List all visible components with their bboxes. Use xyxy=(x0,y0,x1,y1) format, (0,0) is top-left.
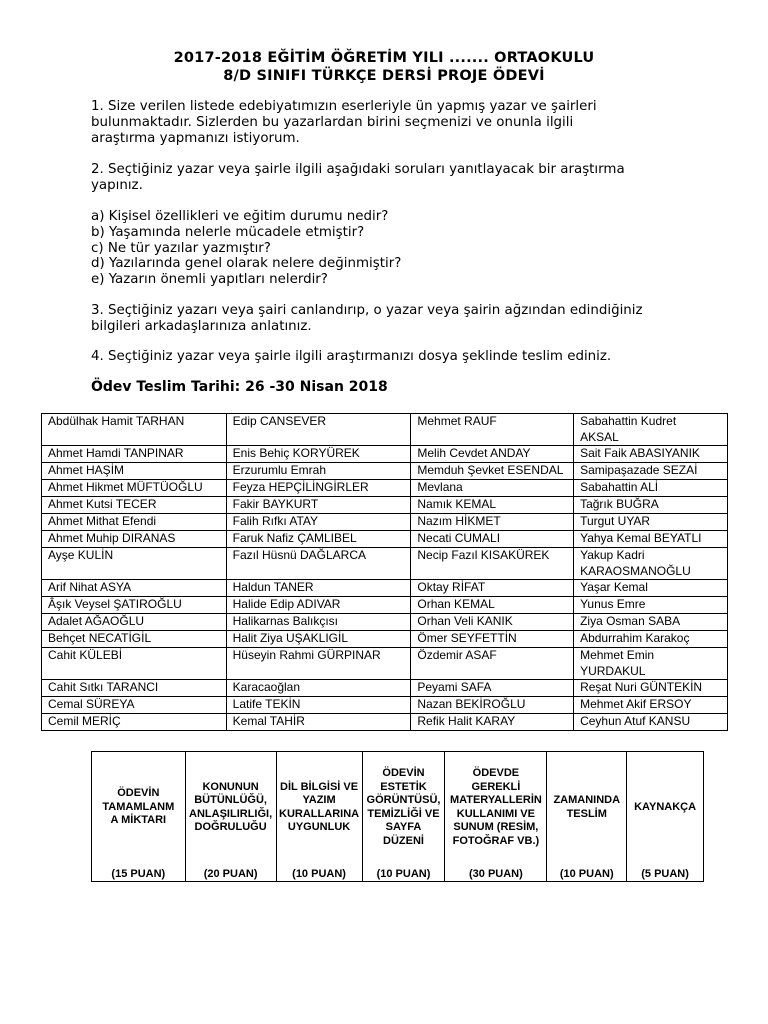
authors-table xyxy=(41,413,728,731)
author-cell xyxy=(574,531,728,548)
author-name-line: Abdülhak Hamit TARHAN xyxy=(48,414,185,428)
instruction-paragraph-1 xyxy=(91,99,691,146)
table-row xyxy=(42,446,728,463)
author-name-line: Yaşar Kemal xyxy=(580,580,648,594)
author-cell xyxy=(574,514,728,531)
criterion-label xyxy=(365,752,443,863)
author-cell xyxy=(226,631,411,648)
author-name-line: Latife TEKİN xyxy=(232,697,301,711)
author-cell xyxy=(42,480,227,497)
criterion-label-line: ÖDEVİN xyxy=(382,767,425,779)
author-cell xyxy=(226,463,411,480)
author-cell xyxy=(226,531,411,548)
author-cell xyxy=(574,648,728,680)
author-name-line: Ahmet Muhip DIRANAS xyxy=(48,531,176,545)
author-cell xyxy=(42,631,227,648)
criterion-label-line: KULLANIMI VE xyxy=(456,807,535,820)
criterion-label xyxy=(629,752,701,863)
author-name-line: Karacaoğlan xyxy=(232,680,301,694)
author-cell xyxy=(574,548,728,580)
author-cell xyxy=(226,480,411,497)
author-cell xyxy=(411,446,574,463)
text-line: 3. Seçtiğiniz yazarı veya şairi canlandırıp, o yazar veya şairin ağzından edindiğiniz xyxy=(91,303,643,318)
criterion-label-line: ZAMANINDA xyxy=(553,794,621,806)
author-cell xyxy=(226,497,411,514)
criterion-label-line: YAZIM xyxy=(302,794,336,806)
table-row xyxy=(42,714,728,731)
author-cell xyxy=(226,580,411,597)
table-row xyxy=(42,680,728,697)
grading-criterion xyxy=(276,752,362,882)
author-name-line: YURDAKUL xyxy=(580,663,646,678)
grading-criteria-table xyxy=(91,751,704,882)
table-row xyxy=(42,648,728,680)
criterion-points: (15 PUAN) xyxy=(111,867,166,880)
author-cell xyxy=(411,414,574,446)
table-row xyxy=(42,497,728,514)
author-cell xyxy=(574,480,728,497)
author-cell xyxy=(411,714,574,731)
author-name-line: Tağrık BUĞRA xyxy=(580,497,659,511)
question-item: c) Ne tür yazılar yazmıştır? xyxy=(91,240,271,256)
question-item: d) Yazılarında genel olarak nelere değinmiştir? xyxy=(91,256,402,272)
author-name-line: Namık KEMAL xyxy=(417,497,497,511)
author-cell xyxy=(574,714,728,731)
author-cell xyxy=(226,614,411,631)
criterion-label-line: MATERYALLERİN xyxy=(449,794,542,806)
author-name-line: Mehmet Akif ERSOY xyxy=(580,697,692,711)
author-cell xyxy=(574,680,728,697)
author-name-line: Nazan BEKİROĞLU xyxy=(417,697,526,711)
author-cell xyxy=(226,514,411,531)
author-name-line: Erzurumlu Emrah xyxy=(232,463,326,477)
author-cell xyxy=(42,497,227,514)
author-name-line: Mehmet Emin xyxy=(580,648,655,662)
author-name-line: Cemal SÜREYA xyxy=(48,697,135,711)
author-cell xyxy=(42,697,227,714)
author-cell xyxy=(226,414,411,446)
text-line: 4. Seçtiğiniz yazar veya şairle ilgili araştırmanızı dosya şeklinde teslim ediniz. xyxy=(91,349,612,364)
author-name-line: Enis Behiç KORYÜREK xyxy=(232,446,360,460)
author-name-line: Ceyhun Atuf KANSU xyxy=(580,714,691,728)
text-line: 2. Seçtiğiniz yazar veya şairle ilgili aşağıdaki soruları yanıtlayacak bir araştırma xyxy=(91,162,625,177)
table-row xyxy=(42,548,728,580)
author-name-line: Hüseyin Rahmi GÜRPINAR xyxy=(232,648,381,662)
author-name-line: Turgut UYAR xyxy=(580,514,651,528)
criterion-label-line: ESTETİK xyxy=(380,780,427,793)
author-name-line: Peyami SAFA xyxy=(417,680,492,694)
question-item: e) Yazarın önemli yapıtları nelerdir? xyxy=(91,272,328,288)
criterion-points: (5 PUAN) xyxy=(641,867,689,880)
instruction-paragraph-2 xyxy=(91,162,691,194)
author-name-line: Âşık Veysel ŞATIROĞLU xyxy=(48,597,182,611)
criterion-label-line: BÜTÜNLÜĞÜ, xyxy=(194,794,267,806)
criterion-label-line: KURALLARINA xyxy=(279,807,360,820)
author-cell xyxy=(411,463,574,480)
author-cell xyxy=(574,446,728,463)
criterion-label xyxy=(447,752,544,863)
author-cell xyxy=(411,680,574,697)
criterion-label-line: TESLİM xyxy=(566,807,607,820)
submission-deadline: Ödev Teslim Tarihi: 26 -30 Nisan 2018 xyxy=(91,379,388,395)
table-row xyxy=(42,480,728,497)
criterion-label-line: DOĞRULUĞU xyxy=(194,821,267,833)
author-name-line: Halikarnas Balıkçısı xyxy=(232,614,339,628)
criterion-points: (10 PUAN) xyxy=(559,867,614,880)
author-name-line: Kemal TAHİR xyxy=(232,714,305,728)
author-name-line: AKSAL xyxy=(580,429,619,444)
author-cell xyxy=(574,597,728,614)
author-name-line: Ahmet Mithat Efendi xyxy=(48,514,157,528)
criterion-label xyxy=(94,752,183,863)
author-cell xyxy=(411,548,574,580)
table-row xyxy=(42,514,728,531)
criterion-label-line: ANLAŞILIRLIĞI, xyxy=(189,807,273,820)
author-cell xyxy=(42,580,227,597)
author-cell xyxy=(574,580,728,597)
criterion-label-line: ÖDEVİN xyxy=(117,787,160,800)
author-name-line: Orhan Veli KANIK xyxy=(417,614,513,628)
table-row xyxy=(42,631,728,648)
criterion-label-line: TAMAMLANM xyxy=(102,800,175,813)
criterion-points: (10 PUAN) xyxy=(376,867,431,880)
author-name-line: Edip CANSEVER xyxy=(232,414,327,428)
author-cell xyxy=(411,480,574,497)
author-name-line: Haldun TANER xyxy=(232,580,314,594)
author-name-line: Cahit Sıtkı TARANCI xyxy=(48,680,159,694)
criterion-label-line: UYGUNLUK xyxy=(287,821,351,833)
author-name-line: KARAOSMANOĞLU xyxy=(580,563,691,578)
criterion-label-line: FOTOĞRAF VB.) xyxy=(452,834,540,847)
author-cell xyxy=(42,414,227,446)
criterion-label-line: SAYFA xyxy=(385,821,422,833)
author-cell xyxy=(411,514,574,531)
author-name-line: Reşat Nuri GÜNTEKİN xyxy=(580,680,703,694)
author-cell xyxy=(574,614,728,631)
criterion-label xyxy=(188,752,274,863)
author-cell xyxy=(42,714,227,731)
author-cell xyxy=(574,414,728,446)
author-name-line: Halide Edip ADIVAR xyxy=(232,597,341,611)
criterion-label-line: KONUNUN xyxy=(202,780,259,793)
author-cell xyxy=(42,614,227,631)
author-name-line: Fakir BAYKURT xyxy=(232,497,319,511)
author-name-line: Sabahattin Kudret xyxy=(580,414,677,428)
author-cell xyxy=(226,446,411,463)
author-name-line: Yakup Kadri xyxy=(580,548,645,562)
grading-criterion xyxy=(627,752,704,882)
author-name-line: Feyza HEPÇİLİNGİRLER xyxy=(232,480,369,494)
author-name-line: Mehmet RAUF xyxy=(417,414,497,428)
author-name-line: Necati CUMALI xyxy=(417,531,501,545)
criterion-label xyxy=(549,752,624,863)
author-name-line: Samipaşazade SEZAİ xyxy=(580,463,698,477)
author-cell xyxy=(42,648,227,680)
author-cell xyxy=(42,680,227,697)
criterion-label-line: SUNUM (RESİM, xyxy=(453,821,539,833)
document-title-line-2: 8/D SINIFI TÜRKÇE DERSİ PROJE ÖDEVİ xyxy=(223,68,545,84)
author-name-line: Nazım HİKMET xyxy=(417,514,501,528)
criterion-label-line: ÖDEVDE xyxy=(472,767,520,779)
question-item: a) Kişisel özellikleri ve eğitim durumu nedir? xyxy=(91,209,389,224)
author-name-line: Sait Faik ABASIYANIK xyxy=(580,446,700,460)
instruction-paragraph-4 xyxy=(91,349,691,365)
author-name-line: Cahit KÜLEBİ xyxy=(48,648,123,662)
criterion-label-line: GEREKLİ xyxy=(471,780,521,793)
author-name-line: Özdemir ASAF xyxy=(417,648,497,662)
author-cell xyxy=(411,580,574,597)
author-name-line: Adalet AĞAOĞLU xyxy=(48,614,145,628)
document-title-line-1: 2017-2018 EĞİTİM ÖĞRETİM YILI ....... ORTAOKULU xyxy=(173,50,595,66)
text-line: yapınız. xyxy=(91,177,143,193)
grading-criterion xyxy=(547,752,627,882)
author-name-line: Abdurrahim Karakoç xyxy=(580,631,690,645)
text-line: araştırma yapmanızı istiyorum. xyxy=(91,130,300,146)
instruction-paragraph-3 xyxy=(91,303,691,335)
author-cell xyxy=(411,648,574,680)
author-name-line: Arif Nihat ASYA xyxy=(48,580,132,594)
criterion-label-line: DÜZENİ xyxy=(383,834,424,847)
author-name-line: Ayşe KULİN xyxy=(48,548,114,562)
author-cell xyxy=(411,631,574,648)
author-name-line: Sabahattin ALİ xyxy=(580,480,659,494)
author-name-line: Fazıl Hüsnü DAĞLARCA xyxy=(232,548,367,562)
author-cell xyxy=(411,531,574,548)
author-cell xyxy=(226,597,411,614)
text-line: bulunmaktadır. Sizlerden bu yazarlardan birini seçmenizi ve onunla ilgili xyxy=(91,114,574,130)
grading-criterion xyxy=(445,752,547,882)
author-cell xyxy=(42,597,227,614)
table-row xyxy=(42,414,728,446)
table-row xyxy=(42,697,728,714)
author-name-line: Ömer SEYFETTİN xyxy=(417,631,517,645)
question-item: b) Yaşamında nelerle mücadele etmiştir? xyxy=(91,224,365,240)
author-name-line: Falih Rıfkı ATAY xyxy=(232,514,318,528)
author-cell xyxy=(42,548,227,580)
author-cell xyxy=(42,514,227,531)
author-cell xyxy=(226,548,411,580)
grading-criterion xyxy=(362,752,445,882)
author-cell xyxy=(42,463,227,480)
text-line: bilgileri arkadaşlarınıza anlatınız. xyxy=(91,318,312,334)
table-row xyxy=(42,531,728,548)
author-name-line: Halit Ziya UŞAKLIGİL xyxy=(232,631,349,645)
author-name-line: Behçet NECATİGİL xyxy=(48,631,152,645)
table-row xyxy=(42,597,728,614)
author-name-line: Necip Fazıl KISAKÜREK xyxy=(417,548,550,562)
grading-criteria-row xyxy=(92,752,704,882)
grading-criterion xyxy=(92,752,186,882)
author-cell xyxy=(42,531,227,548)
question-list xyxy=(91,209,691,288)
author-cell xyxy=(574,497,728,514)
author-name-line: Oktay RİFAT xyxy=(417,580,486,594)
author-name-line: Memduh Şevket ESENDAL xyxy=(417,463,564,477)
author-cell xyxy=(574,463,728,480)
author-cell xyxy=(42,446,227,463)
author-name-line: Ahmet Hamdi TANPINAR xyxy=(48,446,184,460)
criterion-label-line: DİL BİLGİSİ VE xyxy=(280,780,359,793)
criterion-points: (30 PUAN) xyxy=(469,867,523,880)
author-cell xyxy=(226,714,411,731)
author-name-line: Yunus Emre xyxy=(580,597,646,611)
author-cell xyxy=(226,680,411,697)
author-name-line: Ahmet Kutsi TECER xyxy=(48,497,157,511)
author-name-line: Cemil MERİÇ xyxy=(48,714,121,728)
author-name-line: Ahmet HAŞİM xyxy=(48,463,125,477)
author-name-line: Yahya Kemal BEYATLI xyxy=(580,531,702,545)
author-name-line: Orhan KEMAL xyxy=(417,597,495,611)
criterion-points: (20 PUAN) xyxy=(203,867,258,880)
table-row xyxy=(42,580,728,597)
table-row xyxy=(42,463,728,480)
author-name-line: Melih Cevdet ANDAY xyxy=(417,446,531,460)
criterion-label-line: KAYNAKÇA xyxy=(634,800,697,813)
author-name-line: Mevlana xyxy=(417,480,463,494)
criterion-label-line: TEMİZLİĞİ VE xyxy=(367,807,440,820)
text-line: 1. Size verilen listede edebiyatımızın eserleriyle ün yapmış yazar ve şairleri xyxy=(91,99,597,114)
table-row xyxy=(42,614,728,631)
author-name-line: Faruk Nafiz ÇAMLIBEL xyxy=(232,531,357,545)
grading-criterion xyxy=(185,752,276,882)
criterion-label-line: GÖRÜNTÜSÜ, xyxy=(366,794,441,806)
criterion-label-line: A MİKTARI xyxy=(110,814,167,827)
author-name-line: Ziya Osman SABA xyxy=(580,614,681,628)
author-cell xyxy=(411,697,574,714)
author-cell xyxy=(411,614,574,631)
author-cell xyxy=(226,648,411,680)
author-name-line: Ahmet Hikmet MÜFTÜOĞLU xyxy=(48,480,203,494)
author-cell xyxy=(411,497,574,514)
author-cell xyxy=(574,631,728,648)
criterion-points: (10 PUAN) xyxy=(292,867,346,880)
criterion-label xyxy=(279,752,360,863)
author-cell xyxy=(411,597,574,614)
author-name-line: Refik Halit KARAY xyxy=(417,714,516,728)
author-cell xyxy=(574,697,728,714)
author-cell xyxy=(226,697,411,714)
